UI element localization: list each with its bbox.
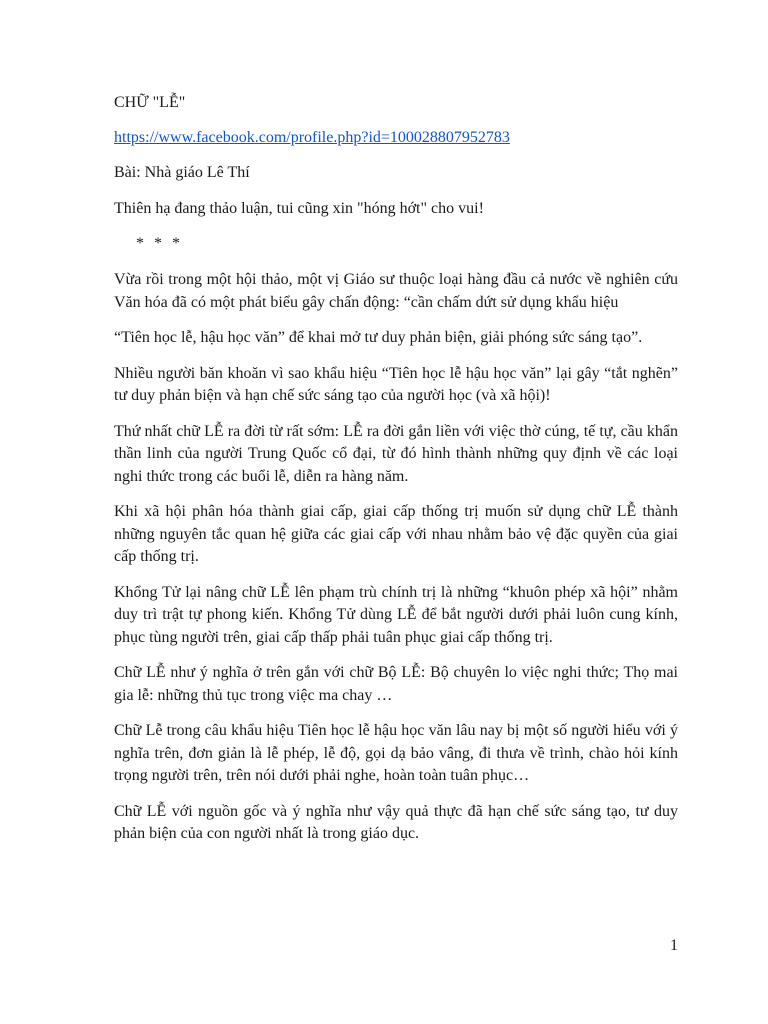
paragraph-3: Nhiều người băn khoăn vì sao khẩu hiệu “Tiên học lễ hậu học văn” lại gây “tắt nghẽn” tư duy phản biện và hạn chế sức sáng tạo của người học (và xã hội)! (114, 364, 678, 404)
document-title: CHỮ "LỄ" (114, 94, 186, 111)
document-page (114, 92, 678, 859)
paragraph-6: Khổng Tử lại nâng chữ LỄ lên phạm trù chính trị là những “khuôn phép xã hội” nhằm duy trì trật tự phong kiến. Khổng Tử dùng LỄ để bắt người dưới phải luôn cung kính, phục tùng người trên, giai cấp thấp phải tuân phục giai cấp thống trị. (114, 583, 678, 646)
byline: Bài: Nhà giáo Lê Thí (114, 164, 250, 181)
paragraph-7: Chữ LỄ như ý nghĩa ở trên gắn với chữ Bộ LỄ: Bộ chuyên lo việc nghi thức; Thọ mai gia lễ: những thủ tục trong việc ma chay … (114, 664, 678, 704)
paragraph-5: Khi xã hội phân hóa thành giai cấp, giai cấp thống trị muốn sử dụng chữ LỄ thành những nguyên tắc quan hệ giữa các giai cấp với nhau nhằm bảo vệ đặc quyền của giai cấp thống trị. (114, 503, 678, 565)
section-separator: * * * (136, 235, 180, 252)
intro-text: Thiên hạ đang thảo luận, tui cũng xin "hóng hớt" cho vui! (114, 199, 484, 217)
paragraph-4: Thứ nhất chữ LỄ ra đời từ rất sớm: LỄ ra đời gắn liền với việc thờ cúng, tế tự, cầu khẩn thần linh của người Trung Quốc cổ đại, từ đó hình thành những quy định về các loại nghi thức trong các buổi lễ, diễn ra hàng năm. (114, 422, 678, 485)
profile-link-line (114, 127, 678, 150)
page-number: 1 (670, 937, 678, 954)
facebook-profile-link[interactable]: https://www.facebook.com/profile.php?id=100028807952783 (114, 128, 510, 146)
paragraph-8: Chữ Lễ trong câu khẩu hiệu Tiên học lễ hậu học văn lâu nay bị một số người hiểu với ý nghĩa trên, đơn giản là lễ phép, lễ độ, gọi dạ bảo vâng, đi thưa về trình, chào hỏi kính trọng người trên, trên nói dưới phải nghe, hoàn toàn tuân phục… (114, 722, 678, 784)
paragraph-2: “Tiên học lễ, hậu học văn” để khai mở tư duy phản biện, giải phóng sức sáng tạo”. (114, 329, 643, 346)
paragraph-9: Chữ LỄ với nguồn gốc và ý nghĩa như vậy quả thực đã hạn chế sức sáng tạo, tư duy phản biện của con người nhất là trong giáo dục. (114, 802, 678, 842)
paragraph-1: Vừa rồi trong một hội thảo, một vị Giáo sư thuộc loại hàng đầu cả nước về nghiên cứu Văn hóa đã có một phát biểu gây chấn động: “cần chấm dứt sử dụng khẩu hiệu (114, 271, 678, 311)
